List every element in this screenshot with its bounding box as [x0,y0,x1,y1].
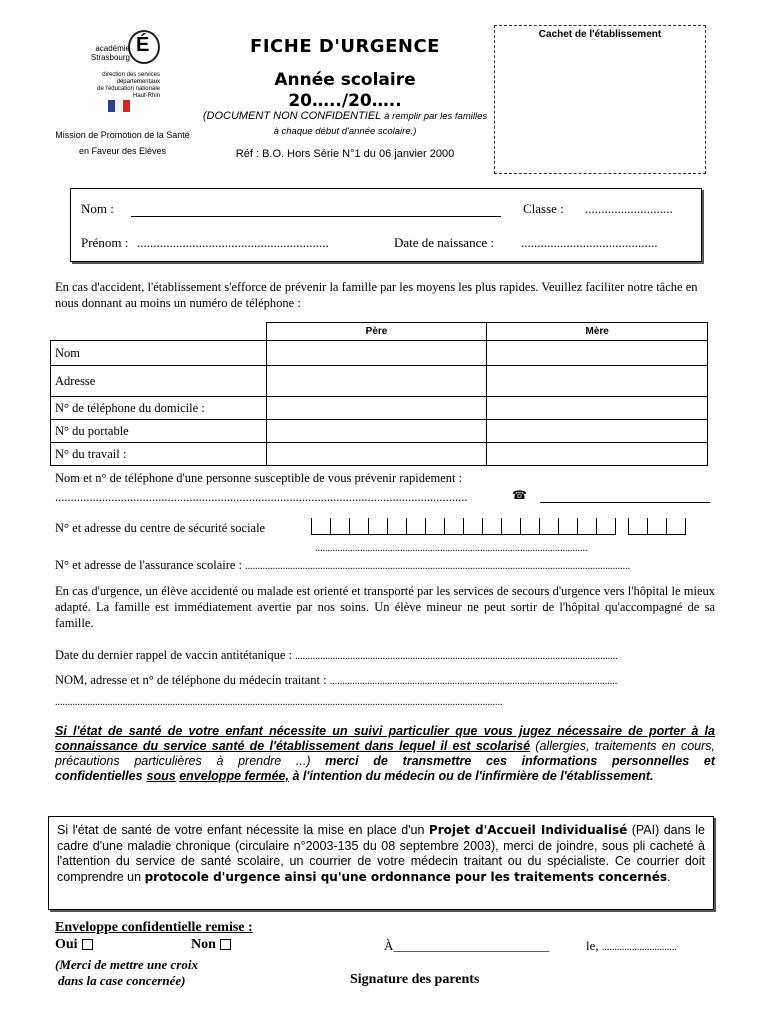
prenom-field[interactable]: ........................................................... [137,235,329,250]
intro-text: En cas d'accident, l'établissement s'efforce de prévenir la famille par les moyens les plus rapides. Veuillez faciliter notre tâche en nous donnant au moins un numéro de téléphone : [55,280,698,310]
identity-box [70,188,702,262]
mere-portable-cell[interactable] [487,420,708,443]
school-year [200,70,490,112]
notice-enveloppe: enveloppe fermée, [179,769,289,783]
pere-domicile-cell[interactable] [266,397,487,420]
academy-logo [80,30,160,112]
notice-examples: (allergies, traitements en cours, précautions particulières à prendre ...) [55,739,715,768]
table-row [51,397,708,420]
pai-text-2: (PAI) dans le cadre d'une maladie chronique (circulaire n°2003-135 du 08 septembre 2003), merci de joindre, sous pli cacheté à l'attention du service de santé scolaire, un courrier de votre médecin traitant ou du spécialiste. Ce courrier doit comprendre un [57,823,705,884]
oui-label: Oui [55,937,78,952]
logo-line: de l'éducation nationale [97,86,160,92]
a-label: À [384,938,394,953]
logo-line: direction des services [102,72,160,78]
row-label-adresse: Adresse [51,366,267,397]
establishment-stamp-box[interactable] [494,25,706,174]
pai-text-1: Si l'état de santé de votre enfant nécessite la mise en place d'un [57,823,425,837]
family-table [50,322,708,466]
classe-field[interactable]: ........................... [585,201,673,216]
logo-line: Strasbourg [90,53,130,62]
mere-nom-cell[interactable] [487,341,708,366]
checkbox-note-line2: dans la case concernée) [58,973,186,988]
classe-label: Classe : [523,201,564,216]
reference-text: Réf : B.O. Hors Série N°1 du 06 janvier 2000 [235,148,455,160]
table-header-row [51,323,708,341]
place-row [384,938,549,954]
school-year-label: Année scolaire [274,70,416,90]
urgence-text: En cas d'urgence, un élève accidenté ou malade est orienté et transporté par les services de secours d'urgence vers l'hôpital le mieux adapté. La famille est immédiatement avertie par nos soins. Un élève mineur ne peut sortir de l'hôpital qu'accompagné de sa famille. [55,584,715,630]
table-row [51,366,708,397]
date-field[interactable]: .............................. [601,942,677,953]
row-label-nom: Nom [51,341,267,366]
pai-bold-1: Projet d'Accueil Individualisé [428,823,628,837]
assurance-row [55,557,715,575]
date-row [586,938,677,954]
medecin-row [55,672,715,690]
pai-box [48,816,714,910]
notice-bold-2: à l'intention du médecin ou de l'infirmière de l'établissement. [292,769,654,783]
stamp-label: Cachet de l'établissement [538,29,662,40]
vaccin-field[interactable]: ................................................................................................................................. [295,651,618,662]
logo-line: Haut-Rhin [132,93,160,99]
contact-label: Nom et n° de téléphone d'une personne susceptible de vous prévenir rapidement : [55,471,463,485]
oui-checkbox[interactable] [82,939,93,950]
table-row [51,420,708,443]
pai-bold-2: protocole d'urgence ainsi qu'une ordonnance pour les traitements concernés [144,869,667,884]
non-option [191,937,231,953]
notice-underlined: Si l'état de santé de votre enfant nécessite un suivi particulier que vous jugez nécessaire de porter à la connaissance du service santé de l'établissement dans lequel il est scolarisé [55,724,715,753]
contact-phone-field[interactable] [540,502,710,503]
notice-bold-1: merci de transmettre ces informations personnelles et confidentielles [55,754,715,783]
mission-text: Mission de Promotion de la Santé en Faveur des Elèves [55,130,190,156]
le-label: le, [586,938,599,953]
row-label-portable: N° du portable [51,420,267,443]
contact-field[interactable]: .................................................................................................................................... [55,490,468,504]
medecin-extra-field[interactable]: ................................................................................................................................................................................... [55,697,503,708]
mere-domicile-cell[interactable] [487,397,708,420]
school-year-value: 20…../20….. [288,91,402,111]
header-pere: Père [266,323,487,341]
table-corner [51,323,267,341]
envelope-label: Enveloppe confidentielle remise : [55,920,253,935]
assurance-label: N° et adresse de l'assurance scolaire : [55,558,243,572]
vaccin-label: Date du dernier rappel de vaccin antitétanique : [55,648,293,662]
document-note-main: (DOCUMENT NON CONFIDENTIEL [202,110,382,122]
nom-field[interactable] [131,216,501,217]
table-row [51,341,708,366]
dob-label: Date de naissance : [394,235,494,250]
nom-row [81,201,691,219]
logo-line: académie [95,44,130,53]
header-mere: Mère [487,323,708,341]
oui-option [55,937,93,953]
mere-adresse-cell[interactable] [487,366,708,397]
checkbox-note-line1: (Merci de mettre une croix [55,957,198,972]
academy-logo-mark [128,30,160,64]
nom-label: Nom : [81,201,114,216]
medecin-field[interactable]: ................................................................................................................... [329,676,618,687]
non-label: Non [191,937,216,952]
checkbox-note [55,957,198,989]
document-note [200,109,490,139]
row-label-travail: N° du travail : [51,443,267,466]
mere-travail-cell[interactable] [487,443,708,466]
document-note-rest: à remplir par les familles à chaque début d'année scolaire.) [273,111,488,137]
notice-sous: sous [146,769,176,783]
row-label-domicile: N° de téléphone du domicile : [51,397,267,420]
secu-address-field[interactable]: ............................................................................................................. [315,543,588,554]
confidential-notice [55,724,715,784]
logo-line: départementaux [116,79,160,85]
table-row [51,443,708,466]
signature-label: Signature des parents [350,972,480,987]
pere-portable-cell[interactable] [266,420,487,443]
place-field[interactable]: ________________________ [393,938,550,953]
page-title: FICHE D'URGENCE [250,36,440,57]
pere-travail-cell[interactable] [266,443,487,466]
pai-text-3: . [666,869,671,884]
pai-text [57,823,705,885]
secu-label: N° et adresse du centre de sécurité sociale [55,521,266,535]
medecin-label: NOM, adresse et n° de téléphone du médecin traitant : [55,673,327,687]
phone-icon: ☎ [512,488,527,502]
prenom-label: Prénom : [81,235,129,250]
vaccin-row [55,647,715,665]
non-checkbox[interactable] [220,939,231,950]
assurance-field[interactable]: .......................................................................................................................................................... [245,561,631,572]
academy-logo-letter: É [136,34,150,56]
pere-adresse-cell[interactable] [266,366,487,397]
republic-flag-icon [108,100,130,112]
pere-nom-cell[interactable] [266,341,487,366]
dob-field[interactable]: .......................................... [521,235,658,250]
secu-number-boxes[interactable] [311,518,686,536]
prenom-row [81,235,691,253]
